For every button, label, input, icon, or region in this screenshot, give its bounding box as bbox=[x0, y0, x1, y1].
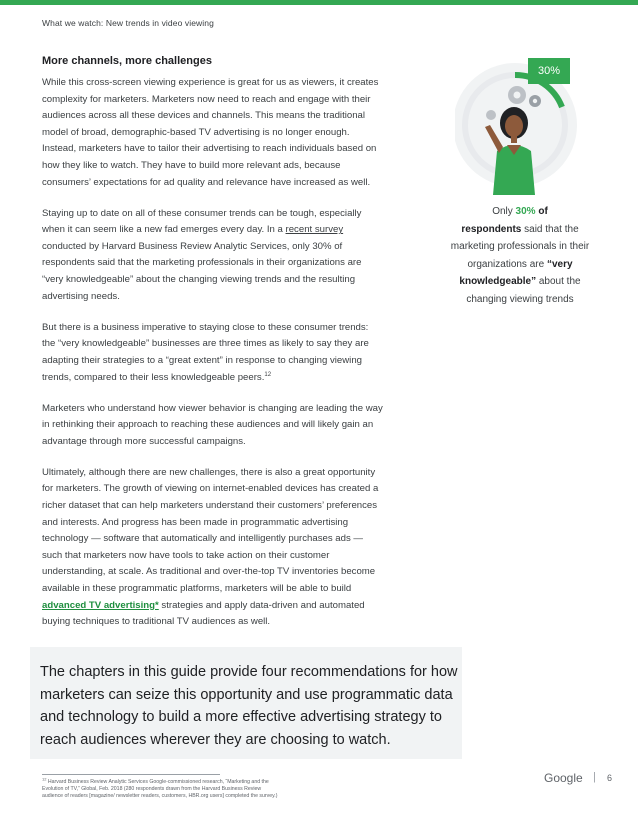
gear-icon-small bbox=[529, 95, 541, 107]
stat-percentage: 30% bbox=[515, 206, 536, 217]
advanced-tv-advertising-link[interactable]: advanced TV advertising* bbox=[42, 599, 159, 611]
percentage-badge: 30% bbox=[528, 58, 570, 84]
paragraph-1: While this cross-screen viewing experience is great for us as viewers, it creates complexity for marketers. Marketers now need to reach and engage with their audiences across all these devices and channels. This means the traditional model of broad, demographic-based TV advertising is no longer enough. Instead, marketers have to tailor their advertising to reach individuals based on how they like to watch. They have to build more relevant ads, because consumers’ expectations for ad quality and relevance have increased as well. bbox=[42, 77, 379, 188]
recent-survey-link[interactable]: recent survey bbox=[285, 224, 344, 236]
sidebar-stat bbox=[445, 203, 595, 308]
footnote-text: Harvard Business Review Analytic Services Google-commissioned research, “Marketing and the Evolution of TV,” Global, Feb. 2018 (280 respondents drawn from the Harvard Business Review audience of readers [magazine/ newsletter readers, customers, HBR.org users] completed the survey.) bbox=[42, 779, 278, 799]
stat-quote: “very knowledgeable” bbox=[459, 258, 573, 287]
footer-separator: | bbox=[593, 771, 596, 783]
page-number: 6 bbox=[607, 773, 613, 783]
stat-middle: said that the marketing professionals in their organizations are bbox=[450, 223, 590, 270]
footnote-number: 12 bbox=[42, 776, 47, 782]
callout-text: The chapters in this guide provide four recommendations for how marketers can seize this opportunity and use programmatic data and technology to build a more effective advertising strategy to reach audiences wherever they are choosing to watch. bbox=[40, 664, 458, 748]
paragraph-5 bbox=[42, 465, 384, 631]
paragraph-2-end: conducted by Harvard Business Review Analytic Services, only 30% of respondents said that the marketing professionals in their organizations are “very knowledgeable” about the changing viewing trends and the resulting advertising needs. bbox=[42, 240, 362, 302]
gear-icon-large bbox=[508, 86, 526, 104]
footnote-ref-12: 12 bbox=[264, 371, 272, 378]
footnote-divider bbox=[42, 774, 220, 775]
paragraph-3 bbox=[42, 320, 384, 386]
stat-of: of bbox=[535, 206, 548, 217]
neck bbox=[511, 135, 517, 143]
section-heading: More channels, more challenges bbox=[42, 55, 212, 67]
paragraph-5-start: Ultimately, although there are new challenges, there is also a great opportunity for marketers. The growth of viewing on internet-enabled devices has created a richer dataset that can help marketers understand their customers’ preferences and interests. And progress has been made in programmatic advertising technology — software that automatically and intelligently purchases ads — such that marketers now have tools to take action on their customer understanding, at scale. As traditional and over-the-top TV inventories become available in these programmatic platforms, marketers will be able to build bbox=[42, 466, 379, 595]
gear-icon-side bbox=[486, 110, 496, 120]
stat-post: about the changing viewing trends bbox=[466, 276, 581, 305]
callout-box bbox=[30, 647, 462, 759]
running-header: What we watch: New trends in video viewing bbox=[42, 18, 214, 28]
face bbox=[505, 115, 523, 137]
stat-respondents: respondents bbox=[461, 223, 522, 235]
stat-pre: Only bbox=[492, 206, 516, 217]
paragraph-3-text: But there is a business imperative to staying close to these consumer trends: the “very knowledgeable” businesses are three times as likely to say they are adapting their strategies to a “great extent” in response to changing viewing trends, compared to their less knowledgeable peers. bbox=[42, 321, 369, 383]
google-logo: Google bbox=[544, 771, 583, 785]
paragraph-2-start: Staying up to date on all of these consumer trends can be tough, especially when it can seem like a new fad emerges every day. In a bbox=[42, 207, 362, 236]
article-body bbox=[42, 55, 384, 645]
paragraph-4: Marketers who understand how viewer behavior is changing are leading the way in rethinking their approach to reaching these audiences and will likely gain an advantage through more successful campaigns. bbox=[42, 402, 383, 447]
footnote bbox=[42, 776, 282, 799]
paragraph-2 bbox=[42, 206, 384, 306]
paragraph-5-end: strategies and apply data-driven and automated buying techniques to traditional TV audiences as well. bbox=[42, 599, 365, 628]
top-accent-bar bbox=[0, 0, 638, 5]
